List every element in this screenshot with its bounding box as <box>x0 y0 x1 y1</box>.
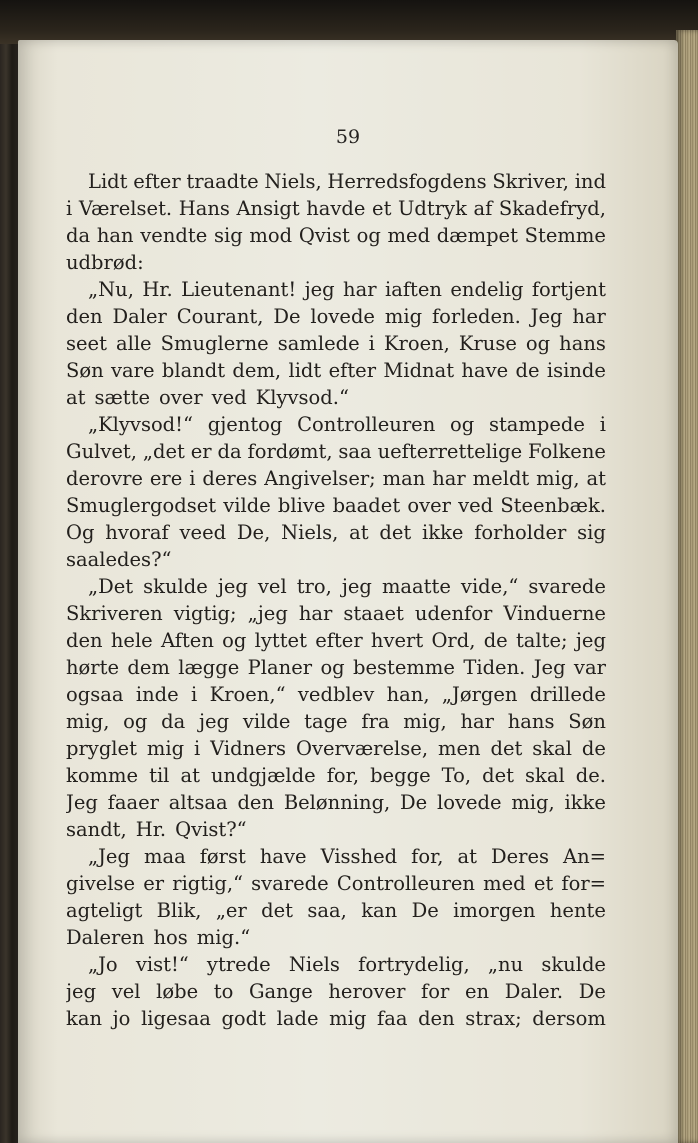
text-line: „Klyvsod!“ gjentog Controlleuren og stampede i <box>88 413 606 436</box>
text-line: pryglet mig i Vidners Overværelse, men det skal de <box>66 737 606 760</box>
body-text <box>66 168 606 1032</box>
text-line: ogsaa inde i Kroen,“ vedblev han, „Jørgen drillede <box>66 683 606 706</box>
text-line: jeg vel løbe to Gange herover for en Daler. De <box>66 980 606 1003</box>
text-line: agteligt Blik, „er det saa, kan De imorgen hente <box>66 899 606 922</box>
text-line: „Nu, Hr. Lieutenant! jeg har iaften endelig fortjent <box>88 278 606 301</box>
text-line: seet alle Smuglerne samlede i Kroen, Kruse og hans <box>66 332 606 355</box>
text-line: Søn vare blandt dem, lidt efter Midnat have de isinde <box>66 359 606 382</box>
text-line: derovre ere i deres Angivelser; man har meldt mig, at <box>66 467 606 490</box>
text-line: komme til at undgjælde for, begge To, det skal de. <box>66 764 606 787</box>
text-line: saaledes?“ <box>66 548 172 571</box>
text-line: Og hvoraf veed De, Niels, at det ikke forholder sig <box>66 521 606 544</box>
text-line: mig, og da jeg vilde tage fra mig, har hans Søn <box>66 710 606 733</box>
text-line: hørte dem lægge Planer og bestemme Tiden. Jeg var <box>66 656 606 679</box>
text-line: i Værelset. Hans Ansigt havde et Udtryk af Skadefryd, <box>66 197 606 220</box>
text-line: Smuglergodset vilde blive baadet over ved Steenbæk. <box>66 494 606 517</box>
text-line: da han vendte sig mod Qvist og med dæmpet Stemme <box>66 224 606 247</box>
text-line: „Jo vist!“ ytrede Niels fortrydelig, „nu skulde <box>88 953 606 976</box>
text-line: givelse er rigtig,“ svarede Controlleuren med et for= <box>66 872 606 895</box>
text-line: Lidt efter traadte Niels, Herredsfogdens Skriver, ind <box>88 170 606 193</box>
text-line: Gulvet, „det er da fordømt, saa uefterrettelige Folkene <box>66 440 606 463</box>
page-number: 59 <box>335 126 361 148</box>
text-line: Daleren hos mig.“ <box>66 926 251 949</box>
page-edges <box>676 30 698 1143</box>
text-line: at sætte over ved Klyvsod.“ <box>66 386 349 409</box>
text-line: den Daler Courant, De lovede mig forleden. Jeg har <box>66 305 606 328</box>
text-line: den hele Aften og lyttet efter hvert Ord, de talte; jeg <box>66 629 606 652</box>
text-line: „Det skulde jeg vel tro, jeg maatte vide,“ svarede <box>88 575 606 598</box>
text-line: „Jeg maa først have Visshed for, at Deres An= <box>88 845 606 868</box>
text-line: sandt, Hr. Qvist?“ <box>66 818 247 841</box>
text-line: Jeg faaer altsaa den Belønning, De lovede mig, ikke <box>66 791 606 814</box>
dark-background-band <box>0 0 698 44</box>
text-line: kan jo ligesaa godt lade mig faa den strax; dersom <box>66 1007 606 1030</box>
book-page <box>18 40 678 1143</box>
text-line: udbrød: <box>66 251 144 274</box>
text-line: Skriveren vigtig; „jeg har staaet udenfor Vinduerne <box>66 602 606 625</box>
